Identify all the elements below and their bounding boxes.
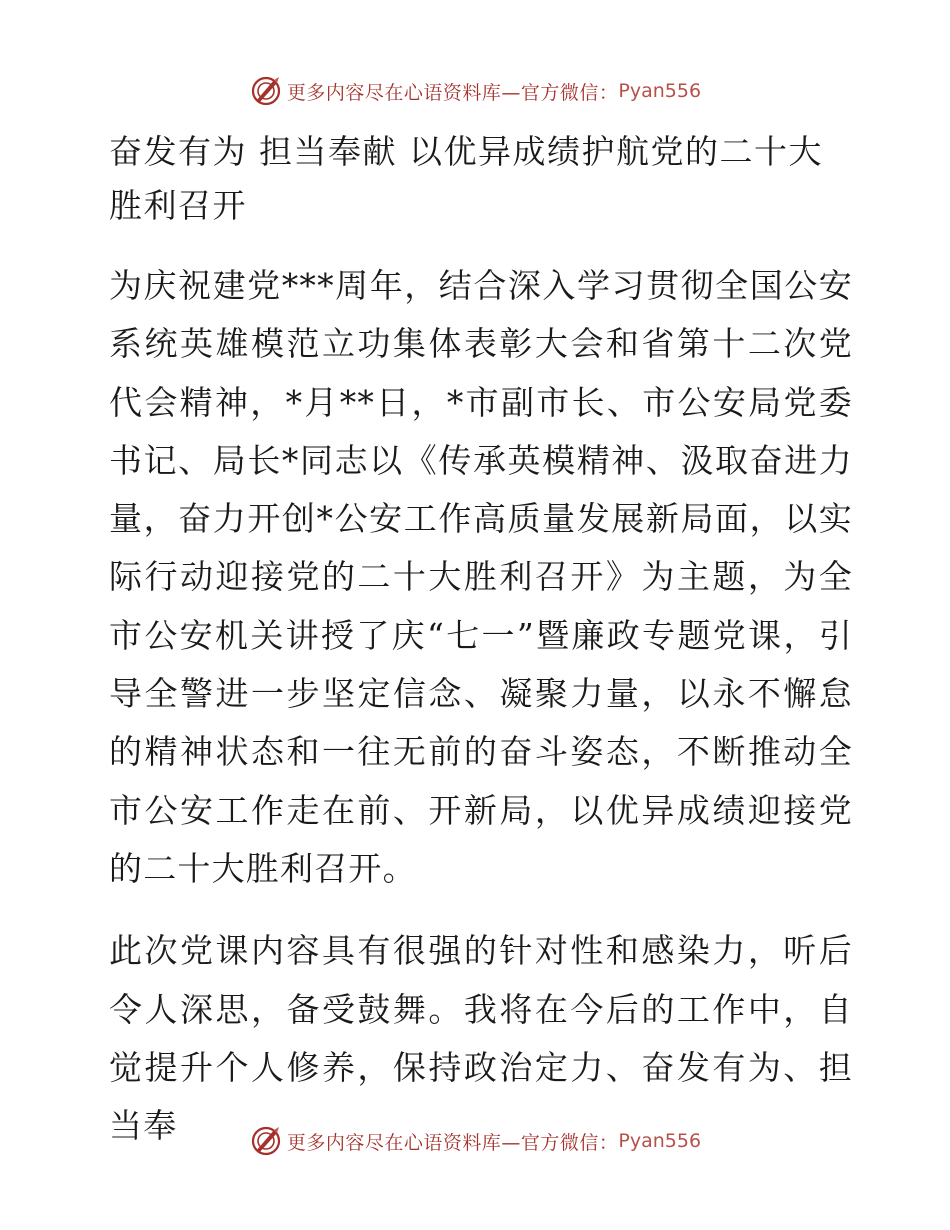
document-title: 奋发有为 担当奉献 以优异成绩护航党的二十大胜利召开 (109, 132, 823, 225)
paragraph-2: 此次党课内容具有很强的针对性和感染力，听后令人深思，备受鼓舞。我将在今后的工作中，自觉提升个人修养，保持政治定力、奋发有为、担当奉 (109, 931, 853, 1146)
quill-circle-logo-icon (249, 1124, 283, 1158)
header-watermark-banner (0, 69, 950, 113)
paragraph-1: 为庆祝建党***周年，结合深入学习贯彻全国公安系统英雄模范立功集体表彰大会和省第十二次党代会精神，*月**日，*市副市长、市公安局党委书记、局长*同志以《传承英模精神、汲取奋进力量，奋力开创*公安工作高质量发展新局面，以实际行动迎接党的二十大胜利召开》为主题，为全市公安机关讲授了庆“七一”暨廉政专题党课，引导全警进一步坚定信念、凝聚力量，以永不懈怠的精神状态和一往无前的奋斗姿态，不断推动全市公安工作走在前、开新局，以优异成绩迎接党的二十大胜利召开。 (109, 266, 853, 888)
banner-text: 更多内容尽在心语资料库—官方微信： (286, 1131, 619, 1154)
banner-text: 更多内容尽在心语资料库—官方微信： (286, 81, 619, 104)
banner-wechat-id: Pyan556 (618, 80, 702, 102)
footer-watermark-banner (0, 1119, 950, 1163)
banner-wechat-id: Pyan556 (618, 1130, 702, 1152)
document-body (97, 125, 853, 1155)
quill-circle-logo-icon (249, 74, 283, 108)
